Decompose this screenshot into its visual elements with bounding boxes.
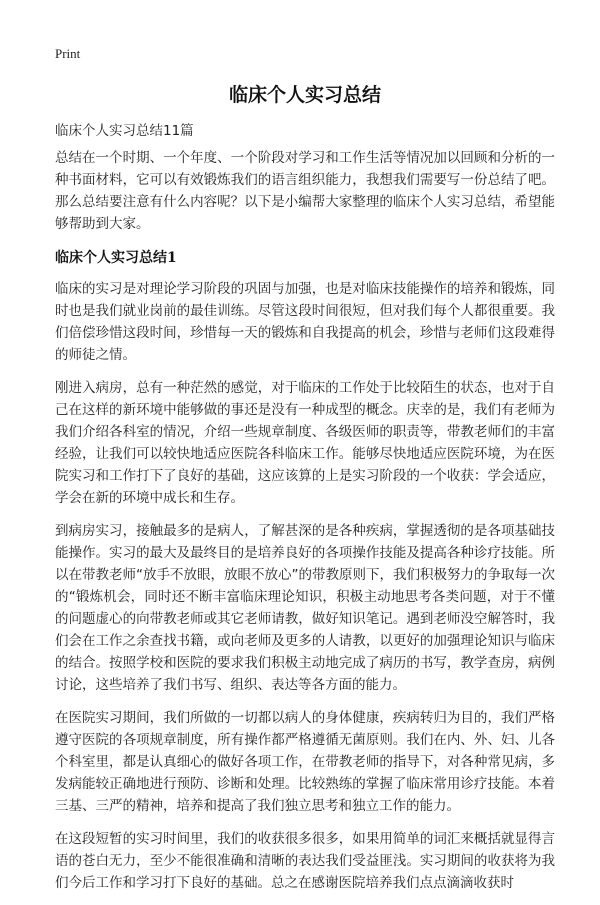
page-subtitle: 临床个人实习总结11篇 [55,123,194,139]
paragraph: 在医院实习期间，我们所做的一切都以病人的身体健康，疾病转归为目的，我们严格遵守医院的各项规章制度，所有操作都严格遵循无菌原则。我们在内、外、妇、儿各个科室里，都是认真细心的做好各项工作，在带教老师的指导下，对各种常见病，多发病能较正确地进行预防、诊断和处理。比较熟练的掌握了临床常用诊疗技能。本着三基、三严的精神，培养和提高了我们独立思考和独立工作的能力。 [55,710,555,814]
paragraph: 临床的实习是对理论学习阶段的巩固与加强，也是对临床技能操作的培养和锻炼，同时也是我们就业岗前的最佳训练。尽管这段时间很短，但对我们每个人都很重要。我们倍偿珍惜这段时间，珍惜每一天的锻炼和自我提高的机会，珍惜与老师们这段难得的师徒之情。 [55,281,555,363]
page-title: 临床个人实习总结 [228,84,381,106]
article-body [55,147,555,905]
print-link[interactable]: Print [55,46,81,61]
paragraph: 到病房实习，接触最多的是病人，了解甚深的是各种疾病，掌握透彻的是各项基础技能操作。实习的最大及最终目的是培养良好的各项操作技能及提高各种诊疗技能。所以在带教老师“放手不放眼，放眼不放心”的带教原则下，我们积极努力的争取每一次的“锻炼机会，同时还不断丰富临床理论知识，积极主动地思考各类问题，对于不懂的问题虚心的向带教老师或其它老师请教，做好知识笔记。遇到老师没空解答时，我们会在工作之余查找书籍，或向老师及更多的人请教，以更好的加强理论知识与临床的结合。按照学校和医院的要求我们积极主动地完成了病历的书写，教学查房，病例讨论，这些培养了我们书写、组织、表达等各方面的能力。 [55,523,555,693]
paragraph: 在这段短暂的实习时间里，我们的收获很多很多，如果用简单的词汇来概括就显得言语的苍白无力，至少不能很准确和清晰的表达我们受益匪浅。实习期间的收获将为我们今后工作和学习打下良好的基础。总之在感谢医院培养我们点点滴滴收获时 [55,831,555,891]
section-heading: 临床个人实习总结1 [55,250,177,266]
intro-paragraph: 总结在一个时期、一个年度、一个阶段对学习和工作生活等情况加以回顾和分析的一种书面材料，它可以有效锻炼我们的语言组织能力，我想我们需要写一份总结了吧。那么总结要注意有什么内容呢？以下是小编帮大家整理的临床个人实习总结，希望能够帮助到大家。 [55,150,555,232]
paragraph: 刚进入病房，总有一种茫然的感觉，对于临床的工作处于比较陌生的状态，也对于自己在这样的新环境中能够做的事还是没有一种成型的概念。庆幸的是，我们有老师为我们介绍各科室的情况，介绍一些规章制度、各级医师的职责等，带教老师们的丰富经验，让我们可以较快地适应医院各科临床工作。能够尽快地适应医院环境，为在医院实习和工作打下了良好的基础，这应该算的上是实习阶段的一个收获：学会适应，学会在新的环境中成长和生存。 [55,380,555,506]
